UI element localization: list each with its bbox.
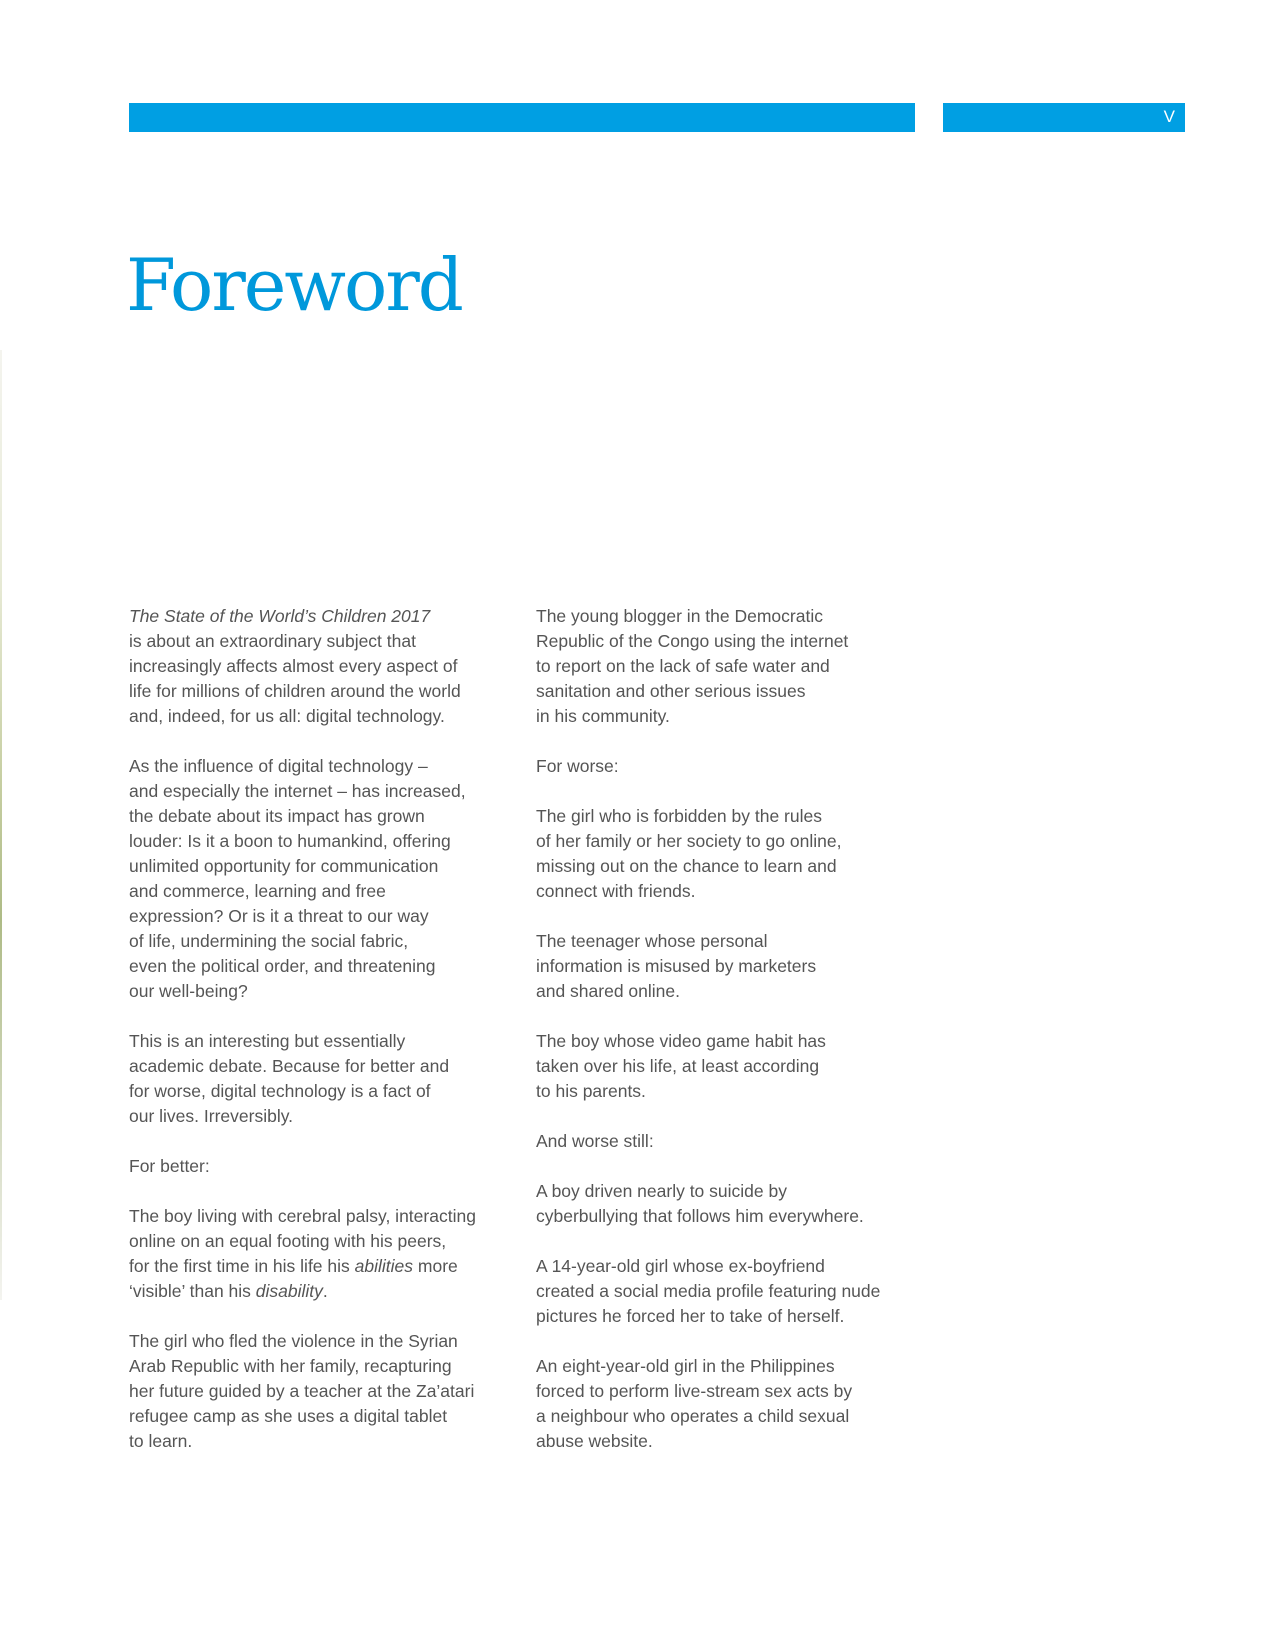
left-column [129, 604, 519, 1454]
paragraph-debate: As the influence of digital technology – and especially the internet – has increased, the debate about its impact has grown louder: Is it a boon to humankind, offering unlimited opportunity for communication and commerce, learning and free expression? Or is it a threat to our way of life, undermining the social fabric, even the political order, and threatening our well-being? [129, 756, 466, 1001]
page-number: V [1163, 107, 1175, 126]
right-column [536, 604, 936, 1454]
paragraph-cerebral-palsy: The boy living with cerebral palsy, interacting online on an equal footing with his peers, for the first time in his life his abilities more ‘visible’ than his disability. [129, 1206, 476, 1301]
paragraph-teenager: The teenager whose personal information is misused by marketers and shared online. [536, 931, 817, 1001]
header-bar-left [129, 103, 915, 132]
header-bar-right [943, 103, 1185, 132]
paragraph-philippines: An eight-year-old girl in the Philippines forced to perform live-stream sex acts by a neighbour who operates a child sexual abuse website. [536, 1356, 853, 1451]
paragraph-ex-boyfriend: A 14-year-old girl whose ex-boyfriend created a social media profile featuring nude pictures he forced her to take of herself. [536, 1256, 881, 1326]
report-title-italic: The State of the World’s Children 2017 [129, 606, 431, 626]
paragraph-for-worse: For worse: [536, 756, 619, 776]
paragraph-syrian-girl: The girl who fled the violence in the Syrian Arab Republic with her family, recapturing her future guided by a teacher at the Za’atari refugee camp as she uses a digital tablet to learn. [129, 1331, 475, 1451]
intro-text: is about an extraordinary subject that increasingly affects almost every aspect of life for millions of children around the world and, indeed, for us all: digital technology. [129, 631, 461, 726]
paragraph-blogger: The young blogger in the Democratic Republic of the Congo using the internet to report on the lack of safe water and sanitation and other serious issues in his community. [536, 606, 849, 726]
paragraph-academic: This is an interesting but essentially academic debate. Because for better and for worse, digital technology is a fact of our lives. Irreversibly. [129, 1031, 450, 1126]
paragraph-for-better: For better: [129, 1156, 210, 1176]
paragraph-cyberbullying: A boy driven nearly to suicide by cyberbullying that follows him everywhere. [536, 1181, 864, 1226]
paragraph-intro [129, 604, 519, 729]
paragraph-forbidden-girl: The girl who is forbidden by the rules of her family or her society to go online, missing out on the chance to learn and connect with friends. [536, 806, 842, 901]
paragraph-worse-still: And worse still: [536, 1131, 654, 1151]
page-edge-strip [0, 350, 2, 1300]
page-title: Foreword [126, 243, 462, 327]
abilities-italic: abilities [354, 1256, 414, 1276]
disability-italic: disability [255, 1281, 323, 1301]
paragraph-video-game: The boy whose video game habit has taken over his life, at least according to his parents. [536, 1031, 826, 1101]
